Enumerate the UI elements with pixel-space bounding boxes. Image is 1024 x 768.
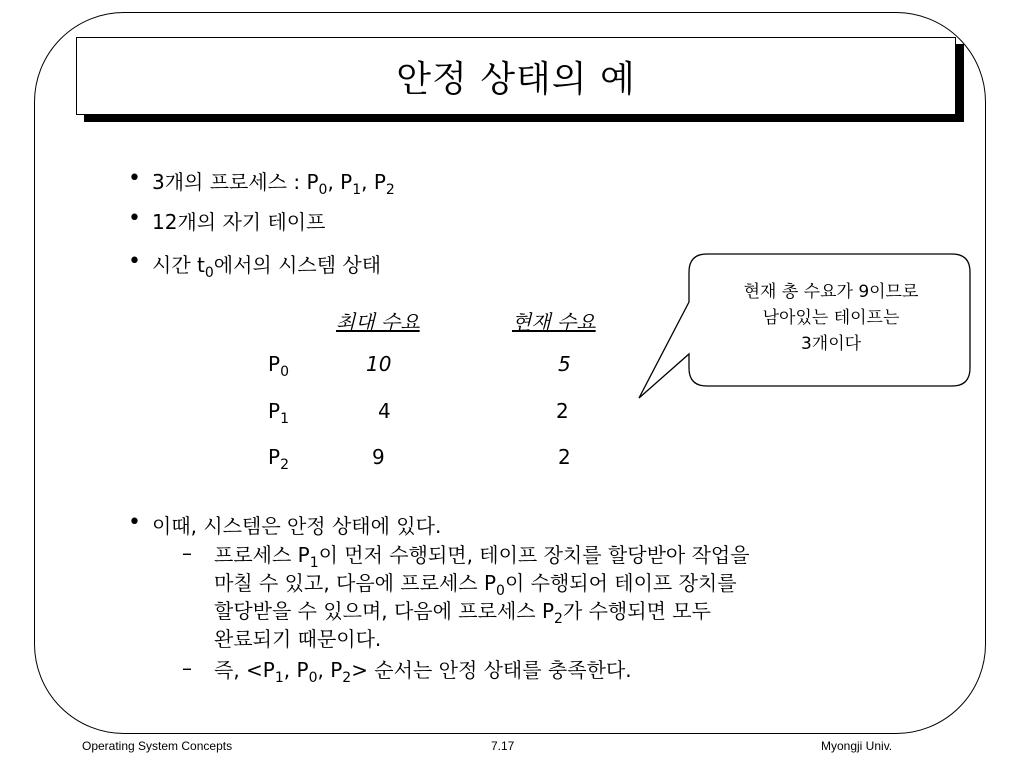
row-p1-current: 2: [556, 399, 569, 423]
bullet-dot-icon: •: [128, 166, 141, 191]
dash-icon: –: [182, 656, 192, 680]
footer-page-number: 7.17: [491, 739, 515, 753]
footer-university: Myongji Univ.: [821, 739, 893, 753]
bullet-dot-icon: •: [128, 510, 141, 535]
row-p1-process: $P_1$: [268, 399, 289, 427]
title-box: [76, 37, 956, 115]
header-current-demand: 현재 수요: [512, 310, 596, 334]
footer-course: Operating System Concepts: [82, 739, 233, 753]
dash-icon: –: [182, 541, 192, 565]
row-p2-max: 9: [372, 445, 385, 469]
bullet-dot-icon: •: [128, 206, 141, 231]
bullet-dot-icon: •: [128, 249, 141, 274]
header-max-demand: 최대 수요: [336, 310, 420, 334]
callout-text: 현재 총 수요가 9이므로 남아있는 테이프는 3개이다: [743, 282, 919, 354]
row-p1-max: 4: [378, 399, 391, 423]
row-p0-max: 10: [366, 352, 392, 376]
row-p0-current: 5: [558, 352, 571, 376]
row-p0-process: $P_0$: [268, 352, 289, 380]
row-p2-current: 2: [558, 445, 571, 469]
slide-title: 안정 상태의 예: [396, 58, 636, 100]
row-p2-process: $P_2$: [268, 445, 289, 473]
